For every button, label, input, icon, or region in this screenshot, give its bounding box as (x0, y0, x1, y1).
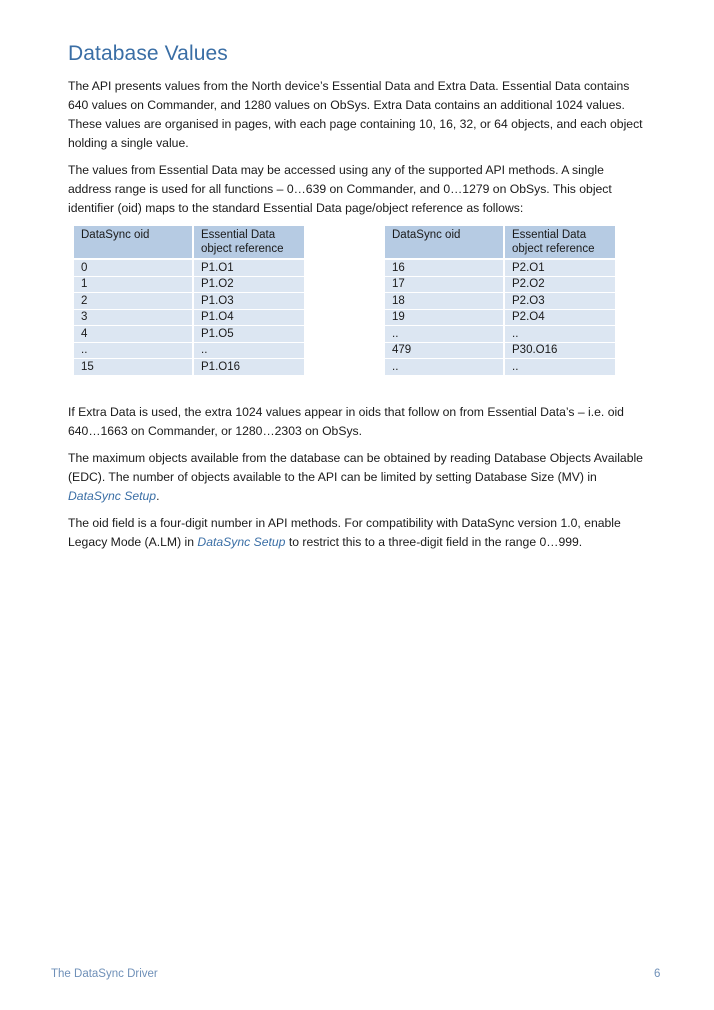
oid-cell: 2 (74, 293, 194, 310)
table-row (385, 277, 615, 294)
paragraph-text: to restrict this to a three-digit field in the range 0…999. (285, 535, 583, 549)
oid-mapping-tables (68, 226, 646, 371)
oid-cell: 18 (385, 293, 505, 310)
reference-cell: P1.O1 (194, 260, 304, 277)
reference-cell: P2.O3 (505, 293, 615, 310)
reference-cell: .. (505, 359, 615, 376)
table-header-row (385, 226, 615, 260)
reference-cell: .. (505, 326, 615, 343)
paragraph-extra-data: If Extra Data is used, the extra 1024 values appear in oids that follow on from Essential Data’s – i.e. oid 640…1663 on Commander, or 1280…2303 on ObSys. (68, 405, 624, 438)
column-header-reference: Essential Data object reference (505, 226, 615, 260)
reference-cell: P1.O3 (194, 293, 304, 310)
paragraph-intro: The API presents values from the North device’s Essential Data and Extra Data. Essential Data contains 640 values on Commander, and 1280 values on ObSys. Extra Data contains an additional 1024 values. These values are organised in pages, with each page containing 10, 16, 32, or 64 objects, and each object holding a single value. (68, 79, 643, 150)
oid-cell: 3 (74, 310, 194, 327)
oid-cell: 19 (385, 310, 505, 327)
page-content (68, 40, 646, 560)
reference-cell: P1.O5 (194, 326, 304, 343)
reference-cell: P1.O4 (194, 310, 304, 327)
oid-table-left (74, 226, 304, 376)
oid-cell: 0 (74, 260, 194, 277)
section-heading: Database Values (68, 42, 228, 65)
table-header-row (74, 226, 304, 260)
reference-cell: .. (194, 343, 304, 360)
column-header-oid: DataSync oid (74, 226, 194, 260)
table-row (74, 359, 304, 376)
paragraph-text: . (156, 489, 160, 503)
table-row (74, 326, 304, 343)
oid-cell: 17 (385, 277, 505, 294)
oid-table-right (385, 226, 615, 376)
table-row (74, 293, 304, 310)
reference-cell: P2.O4 (505, 310, 615, 327)
oid-cell: 16 (385, 260, 505, 277)
oid-cell: 479 (385, 343, 505, 360)
paragraph-oid-field (68, 514, 646, 552)
table-row (385, 260, 615, 277)
datasync-setup-link[interactable]: DataSync Setup (68, 489, 157, 503)
footer-page-number: 6 (654, 968, 661, 980)
paragraph-address-range: The values from Essential Data may be accessed using any of the supported API methods. A single address range is used for all functions – 0…639 on Commander, and 0…1279 on ObSys. This object identifier (oid) maps to the standard Essential Data page/object reference as follows: (68, 163, 612, 215)
table-row (385, 359, 615, 376)
oid-cell: .. (74, 343, 194, 360)
oid-cell: 4 (74, 326, 194, 343)
table-row (385, 326, 615, 343)
paragraph-text: The oid field is a four-digit number in API methods. For compatibility with DataSync version 1.0, enable Legacy Mode (A.LM) in (68, 516, 621, 549)
paragraph-text: The maximum objects available from the database can be obtained by reading Database Objects Available (EDC). The number of objects available to the API can be limited by setting Database Size (MV) in (68, 451, 643, 484)
reference-cell: P1.O16 (194, 359, 304, 376)
table-row (74, 277, 304, 294)
oid-cell: 1 (74, 277, 194, 294)
footer-title: The DataSync Driver (51, 968, 158, 980)
oid-cell: 15 (74, 359, 194, 376)
oid-cell: .. (385, 326, 505, 343)
column-header-oid: DataSync oid (385, 226, 505, 260)
paragraph-max-objects (68, 449, 646, 506)
reference-cell: P1.O2 (194, 277, 304, 294)
reference-cell: P2.O2 (505, 277, 615, 294)
table-row (74, 343, 304, 360)
reference-cell: P2.O1 (505, 260, 615, 277)
table-row (74, 260, 304, 277)
table-row (74, 310, 304, 327)
column-header-reference: Essential Data object reference (194, 226, 304, 260)
table-row (385, 343, 615, 360)
table-row (385, 293, 615, 310)
oid-cell: .. (385, 359, 505, 376)
datasync-setup-link[interactable]: DataSync Setup (197, 535, 286, 549)
reference-cell: P30.O16 (505, 343, 615, 360)
table-row (385, 310, 615, 327)
